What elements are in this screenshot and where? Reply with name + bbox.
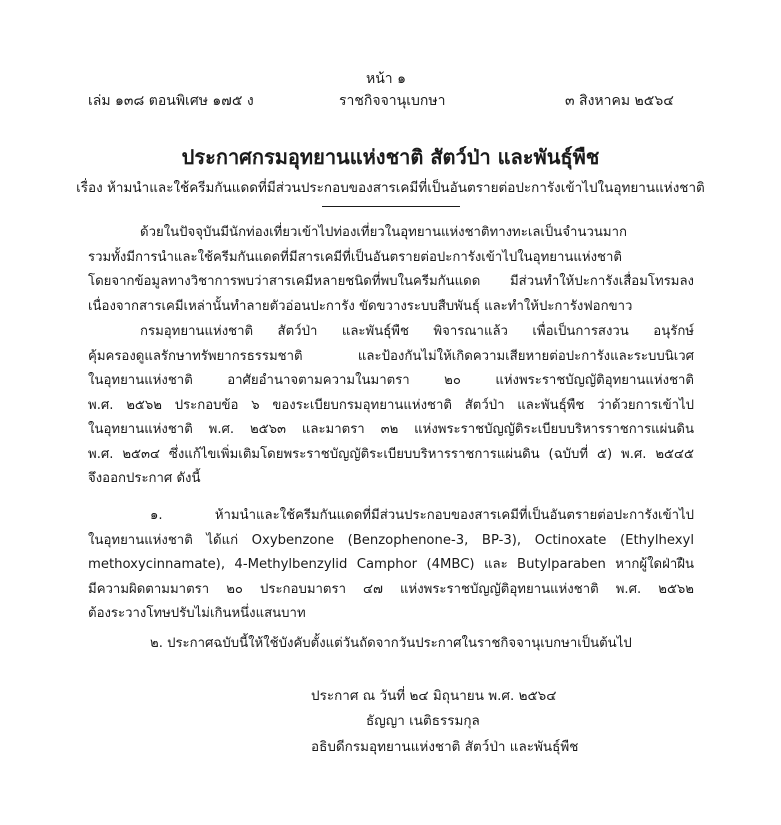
text-line: ในอุทยานแห่งชาติ ได้แก่ Oxybenzone (Benzophenone-3, BP-3), Octinoxate (Ethylhexyl — [88, 532, 694, 548]
volume-issue: เล่ม ๑๓๘ ตอนพิเศษ ๑๗๕ ง — [88, 93, 254, 109]
page-number: หน้า ๑ — [366, 71, 406, 87]
announcement-date: ประกาศ ณ วันที่ ๒๔ มิถุนายน พ.ศ. ๒๕๖๔ — [311, 688, 557, 704]
text-line: ๒. ประกาศฉบับนี้ให้ใช้บังคับตั้งแต่วันถัดจากวันประกาศในราชกิจจานุเบกษาเป็นต้นไป — [150, 636, 632, 651]
text-line: รวมทั้งมีการนำและใช้ครีมกันแดดที่มีสารเคมีที่เป็นอันตรายต่อปะการังเข้าไปในอุทยานแห่งชาติ — [88, 249, 622, 265]
publication-date: ๓ สิงหาคม ๒๕๖๔ — [565, 93, 674, 109]
text-line: โดยจากข้อมูลทางวิชาการพบว่าสารเคมีหลายชนิดที่พบในครีมกันแดด มีส่วนทำให้ปะการังเสื่อมโทรมลง — [88, 274, 694, 289]
text-line: จึงออกประกาศ ดังนี้ — [88, 471, 201, 486]
clause-1 — [88, 504, 694, 627]
announcement-subject: เรื่อง ห้ามนำและใช้ครีมกันแดดที่มีส่วนประกอบของสารเคมีที่เป็นอันตรายต่อปะการังเข้าไปในอุทยานแห่งชาติ — [76, 180, 705, 196]
text-line: ต้องระวางโทษปรับไม่เกินหนึ่งแสนบาท — [88, 606, 306, 621]
title-divider — [322, 206, 460, 207]
text-line: ๑. ห้ามนำและใช้ครีมกันแดดที่มีส่วนประกอบของสารเคมีที่เป็นอันตรายต่อปะการังเข้าไป — [150, 508, 694, 523]
text-line: ด้วยในปัจจุบันมีนักท่องเที่ยวเข้าไปท่องเที่ยวในอุทยานแห่งชาติทางทะเลเป็นจำนวนมาก — [140, 225, 627, 240]
clause-2 — [88, 632, 694, 657]
text-line: มีความผิดตามมาตรา ๒๐ ประกอบมาตรา ๔๗ แห่งพระราชบัญญัติอุทยานแห่งชาติ พ.ศ. ๒๕๖๒ — [88, 581, 694, 597]
announcement-title: ประกาศกรมอุทยานแห่งชาติ สัตว์ป่า และพันธุ์พืช — [181, 145, 600, 169]
signatory-name: ธัญญา เนติธรรมกุล — [366, 713, 480, 729]
gazette-name: ราชกิจจานุเบกษา — [339, 93, 446, 109]
text-line: ในอุทยานแห่งชาติ พ.ศ. ๒๕๖๓ และมาตรา ๓๒ แห่งพระราชบัญญัติระเบียบบริหารราชการแผ่นดิน — [88, 422, 694, 437]
signatory-position: อธิบดีกรมอุทยานแห่งชาติ สัตว์ป่า และพันธุ์พืช — [311, 739, 579, 755]
text-line: คุ้มครองดูแลรักษาทรัพยากรธรรมชาติ และป้องกันไม่ให้เกิดความเสียหายต่อปะการังและระบบนิเวศ — [88, 348, 694, 364]
text-line: เนื่องจากสารเคมีเหล่านั้นทำลายตัวอ่อนปะการัง ขัดขวางระบบสืบพันธุ์ และทำให้ปะการังฟอกขาว — [88, 298, 633, 314]
text-line: methoxycinnamate), 4-Methylbenzylid Camphor (4MBC) และ Butylparaben หากผู้ใดฝ่าฝืน — [88, 557, 694, 572]
text-line: พ.ศ. ๒๕๓๔ ซึ่งแก้ไขเพิ่มเติมโดยพระราชบัญญัติระเบียบบริหารราชการแผ่นดิน (ฉบับที่ ๕) พ.ศ. ๒๕๔๕ — [88, 446, 694, 462]
text-line: กรมอุทยานแห่งชาติ สัตว์ป่า และพันธุ์พืช พิจารณาแล้ว เพื่อเป็นการสงวน อนุรักษ์ — [140, 324, 694, 339]
text-line: ในอุทยานแห่งชาติ อาศัยอำนาจตามความในมาตรา ๒๐ แห่งพระราชบัญญัติอุทยานแห่งชาติ — [88, 373, 694, 388]
text-line: พ.ศ. ๒๕๖๒ ประกอบข้อ ๖ ของระเบียบกรมอุทยานแห่งชาติ สัตว์ป่า และพันธุ์พืช ว่าด้วยการเข้าไป — [88, 397, 694, 413]
paragraph-authority — [88, 320, 694, 492]
paragraph-background — [88, 221, 694, 319]
